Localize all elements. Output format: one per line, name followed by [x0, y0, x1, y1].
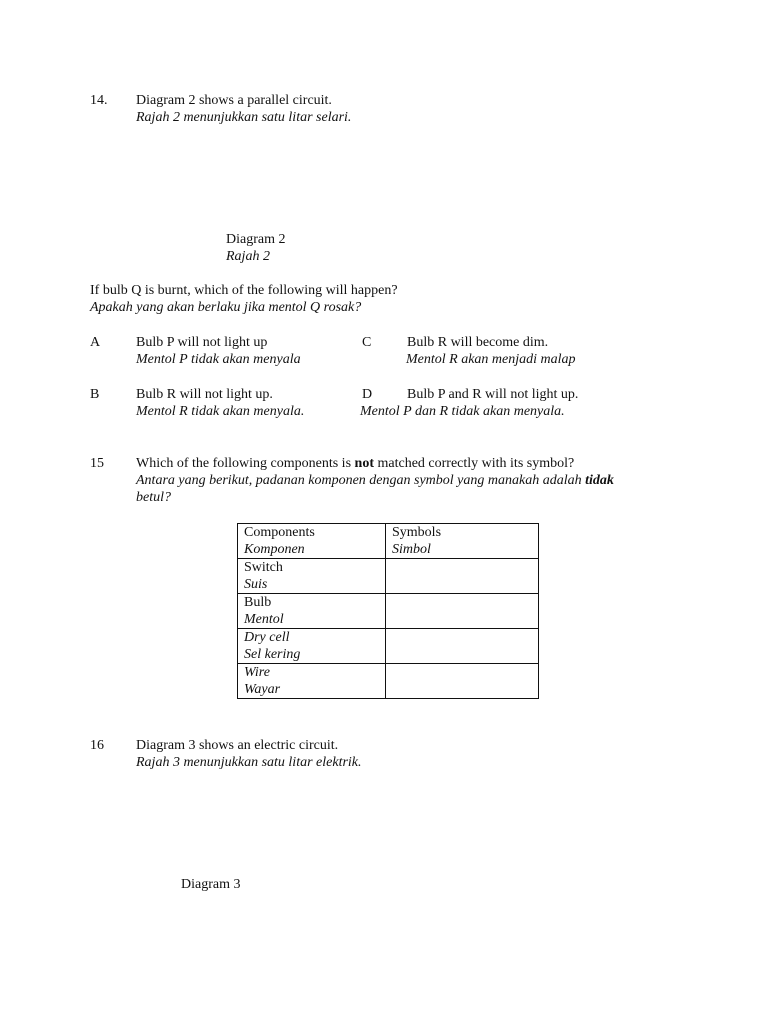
- symbol-cell-wire: [386, 664, 539, 699]
- q15-stem-en: Which of the following components is not matched correctly with its symbol?: [136, 456, 575, 471]
- component-cell-dry-cell: Dry cell Sel kering: [238, 629, 386, 664]
- option-c-letter: C: [362, 335, 372, 350]
- table-row: [238, 629, 539, 664]
- q15-stem-ms: Antara yang berikut, padanan komponen dengan symbol yang manakah adalah tidak: [136, 473, 614, 488]
- option-b-en: Bulb R will not light up.: [136, 387, 273, 402]
- q14-stem-ms: Rajah 2 menunjukkan satu litar selari.: [136, 110, 352, 125]
- option-b-ms: Mentol R tidak akan menyala.: [136, 404, 305, 419]
- component-cell-wire: Wire Wayar: [238, 664, 386, 699]
- table-row: [238, 594, 539, 629]
- option-a-en: Bulb P will not light up: [136, 335, 268, 350]
- option-c-ms: Mentol R akan menjadi malap: [406, 352, 576, 367]
- header-symbols: Symbols Simbol: [386, 524, 539, 559]
- q16-stem-ms: Rajah 3 menunjukkan satu litar elektrik.: [136, 755, 362, 770]
- q14-question-en: If bulb Q is burnt, which of the following will happen?: [90, 283, 398, 298]
- q14-stem-en: Diagram 2 shows a parallel circuit.: [136, 93, 332, 108]
- diagram-2-label: Diagram 2: [226, 232, 286, 247]
- option-d-ms: Mentol P dan R tidak akan menyala.: [360, 404, 565, 419]
- diagram-2-label-ms: Rajah 2: [226, 249, 270, 264]
- q15-number: 15: [90, 456, 104, 471]
- q15-tidak-emphasis: tidak: [585, 473, 614, 488]
- symbol-cell-switch: [386, 559, 539, 594]
- q14-number: 14.: [90, 93, 108, 108]
- q16-stem-en: Diagram 3 shows an electric circuit.: [136, 738, 339, 753]
- table-header-row: [238, 524, 539, 559]
- table-row: [238, 664, 539, 699]
- q15-not-emphasis: not: [354, 456, 374, 471]
- option-d-letter: D: [362, 387, 373, 402]
- option-d-en: Bulb P and R will not light up.: [407, 387, 579, 402]
- q14-question-ms: Apakah yang akan berlaku jika mentol Q rosak?: [90, 300, 362, 315]
- option-a-letter: A: [90, 335, 101, 350]
- option-c-en: Bulb R will become dim.: [407, 335, 549, 350]
- components-table: [237, 523, 539, 699]
- table-row: [238, 559, 539, 594]
- q16-number: 16: [90, 738, 104, 753]
- symbol-cell-dry-cell: [386, 629, 539, 664]
- symbol-cell-bulb: [386, 594, 539, 629]
- header-components: Components Komponen: [238, 524, 386, 559]
- component-cell-switch: Switch Suis: [238, 559, 386, 594]
- option-a-ms: Mentol P tidak akan menyala: [136, 352, 301, 367]
- option-b-letter: B: [90, 387, 100, 402]
- diagram-3-label: Diagram 3: [181, 877, 241, 892]
- q15-stem-ms-line2: betul?: [136, 490, 171, 505]
- component-cell-bulb: Bulb Mentol: [238, 594, 386, 629]
